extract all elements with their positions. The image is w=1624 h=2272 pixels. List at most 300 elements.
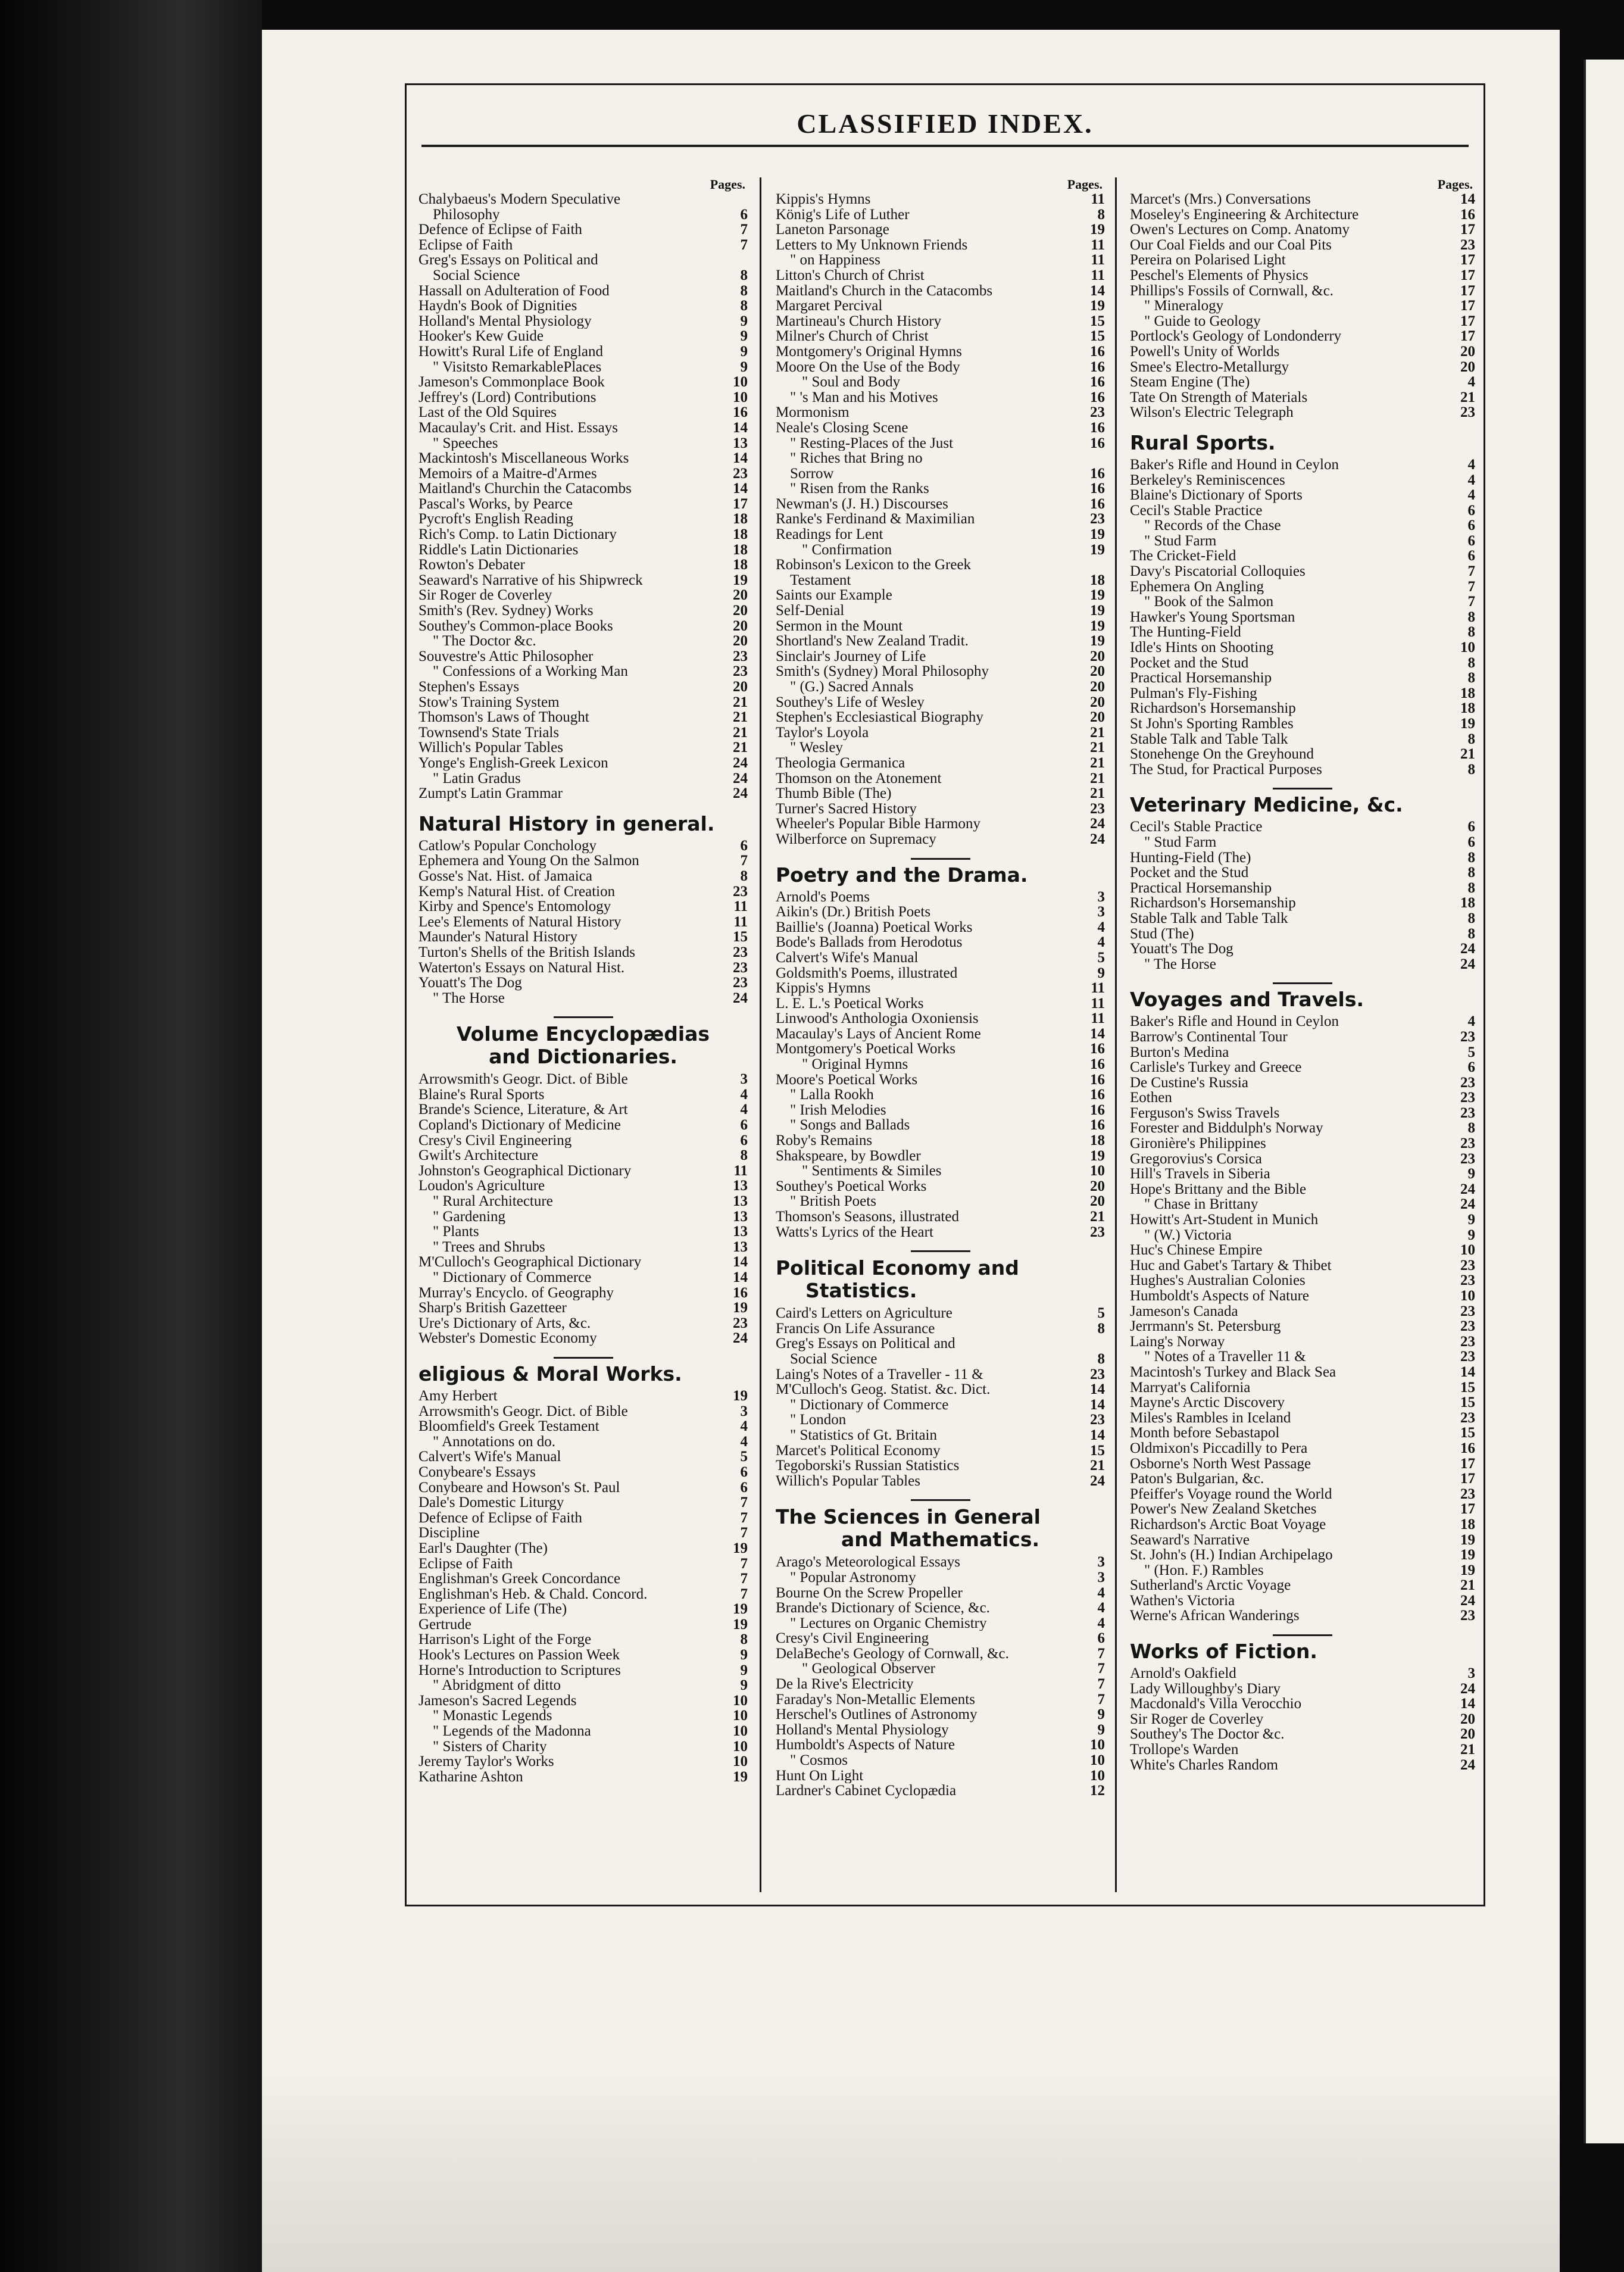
entry-page-number: 8 (740, 283, 748, 299)
entry-title: Arrowsmith's Geogr. Dict. of Bible (419, 1403, 628, 1419)
entry-title: Laing's Norway (1130, 1334, 1225, 1350)
index-entry (776, 1428, 1105, 1443)
entry-title: Faraday's Non-Metallic Elements (776, 1691, 975, 1708)
index-entry (419, 771, 748, 787)
entry-title: Smee's Electro-Metallurgy (1130, 359, 1289, 375)
entry-title: Huc and Gabet's Tartary & Thibet (1130, 1257, 1332, 1274)
index-entry (776, 1661, 1105, 1677)
index-entry (1130, 686, 1475, 701)
index-entry (1130, 1349, 1475, 1365)
index-entry (776, 283, 1105, 299)
adjacent-page-edge (1584, 60, 1624, 2143)
entry-page-number: 3 (1097, 904, 1105, 920)
index-entry (419, 1419, 748, 1434)
entry-title: Macaulay's Crit. and Hist. Essays (419, 420, 619, 436)
index-entry (1130, 548, 1475, 564)
entry-page-number: 9 (740, 359, 748, 375)
entry-page-number: 8 (1467, 1121, 1475, 1137)
scan-binding-edge (0, 0, 262, 2272)
index-entry (1130, 344, 1475, 360)
index-entry (776, 1321, 1105, 1337)
entry-page-number: 23 (1090, 405, 1105, 420)
entry-title: Catlow's Popular Conchology (419, 838, 596, 854)
section-separator (911, 858, 970, 860)
index-entry (419, 1285, 748, 1301)
entry-page-number: 20 (1460, 1727, 1475, 1743)
index-entry (1130, 1395, 1475, 1410)
index-entry (776, 1458, 1105, 1474)
entry-title: Pereira on Polarised Light (1130, 252, 1286, 268)
index-entry (419, 1571, 748, 1587)
entry-page-number: 11 (1091, 192, 1105, 207)
entry-list (1130, 457, 1475, 777)
entry-page-number: 15 (733, 929, 748, 945)
entry-title: Sharp's British Gazetteer (419, 1300, 567, 1316)
entry-page-number: 15 (1090, 1443, 1105, 1459)
entry-title: Smith's (Rev. Sydney) Works (419, 603, 594, 619)
index-entry (776, 1692, 1105, 1708)
entry-page-number: 19 (1090, 298, 1105, 314)
entry-title: Wathen's Victoria (1130, 1593, 1235, 1609)
entry-page-number: 19 (733, 1540, 748, 1556)
entry-page-number: 6 (1097, 1631, 1105, 1646)
index-entry (776, 935, 1105, 950)
entry-page-number: 9 (1097, 1722, 1105, 1738)
entry-page-number: 11 (1091, 237, 1105, 253)
index-entry (1130, 716, 1475, 732)
entry-title: Philosophy (433, 207, 500, 223)
entry-page-number: 16 (1090, 481, 1105, 497)
entry-page-number: 14 (733, 1270, 748, 1285)
index-entry (419, 1388, 748, 1404)
entry-page-number: 24 (1460, 1181, 1475, 1197)
index-entry (1130, 1593, 1475, 1609)
entry-page-number: 17 (1460, 283, 1475, 299)
entry-page-number: 18 (733, 557, 748, 573)
index-entry (1130, 1334, 1475, 1350)
index-entry (1130, 360, 1475, 375)
entry-page-number: 23 (1460, 1029, 1475, 1045)
entry-title: Southey's The Doctor &c. (1130, 1727, 1285, 1743)
index-entry (1130, 747, 1475, 762)
entry-title: Theologia Germanica (776, 755, 905, 771)
index-entry (419, 298, 748, 314)
entry-page-number: 23 (1460, 405, 1475, 420)
entry-title: Haydn's Book of Dignities (419, 298, 577, 314)
entry-title: Shortland's New Zealand Tradit. (776, 633, 969, 649)
entry-title: " Popular Astronomy (790, 1569, 916, 1586)
entry-title: Power's New Zealand Sketches (1130, 1502, 1317, 1517)
index-entry (776, 298, 1105, 314)
entry-title: Francis On Life Assurance (776, 1321, 935, 1337)
entry-page-number: 8 (1467, 865, 1475, 881)
entry-title: Youatt's The Dog (1130, 941, 1233, 957)
entry-page-number: 18 (1460, 1516, 1475, 1533)
entry-title: Kemp's Natural Hist. of Creation (419, 884, 616, 900)
entry-title: Englishman's Greek Concordance (419, 1571, 621, 1587)
entry-page-number: 19 (1460, 716, 1475, 732)
entry-list (776, 890, 1105, 1240)
index-entry (419, 238, 748, 253)
entry-title: Baillie's (Joanna) Poetical Works (776, 919, 973, 935)
index-entry (1130, 1136, 1475, 1151)
entry-title: Youatt's The Dog (419, 975, 522, 991)
entry-page-number: 20 (1090, 679, 1105, 695)
index-entry (419, 1541, 748, 1556)
entry-title: Dale's Domestic Liturgy (419, 1495, 564, 1510)
entry-title: Richardson's Horsemanship (1130, 895, 1296, 911)
entry-page-number: 3 (740, 1072, 748, 1087)
entry-title: Conybeare's Essays (419, 1464, 536, 1480)
entry-page-number: 5 (1097, 1306, 1105, 1321)
index-entry (419, 481, 748, 497)
entry-title: " Dictionary of Commerce (790, 1397, 949, 1413)
entry-title: Milner's Church of Christ (776, 329, 929, 344)
entry-page-number: 23 (1460, 1319, 1475, 1334)
entry-title: " Confirmation (802, 542, 892, 558)
entry-title: Calvert's Wife's Manual (776, 950, 919, 966)
index-entry (776, 329, 1105, 344)
entry-page-number: 19 (1090, 633, 1105, 649)
index-entry (1130, 314, 1475, 329)
entry-page-number: 17 (1460, 1471, 1475, 1487)
index-entry (419, 420, 748, 436)
entry-page-number: 10 (733, 1739, 748, 1755)
index-entry (419, 1148, 748, 1163)
entry-title: Ranke's Ferdinand & Maximilian (776, 511, 975, 528)
index-entry (1130, 518, 1475, 533)
entry-page-number: 9 (1467, 1227, 1475, 1243)
entry-title: Turton's Shells of the British Islands (419, 944, 636, 960)
entry-page-number: 8 (1467, 762, 1475, 778)
index-entry (776, 1336, 1105, 1352)
index-entry (1130, 1681, 1475, 1697)
entry-title: " British Poets (790, 1194, 876, 1209)
entry-title: Robinson's Lexicon to the Greek (776, 557, 972, 573)
index-entry (419, 725, 748, 741)
index-entry (1130, 192, 1475, 207)
entry-page-number: 16 (733, 1285, 748, 1301)
entry-title: L. E. L.'s Poetical Works (776, 995, 924, 1012)
entry-title: Wilson's Electric Telegraph (1130, 405, 1294, 420)
entry-title: Stonehenge On the Greyhound (1130, 747, 1314, 762)
index-entry (776, 801, 1105, 817)
entry-page-number: 23 (733, 648, 748, 664)
entry-page-number: 23 (1460, 237, 1475, 253)
entry-page-number: 6 (740, 1118, 748, 1133)
index-entry (1130, 1502, 1475, 1517)
index-entry (1130, 1182, 1475, 1197)
index-entry (776, 1753, 1105, 1768)
entry-page-number: 6 (1467, 533, 1475, 549)
entry-page-number: 10 (733, 1724, 748, 1739)
index-entry (1130, 762, 1475, 778)
entry-title: Sir Roger de Coverley (1130, 1711, 1264, 1727)
index-entry (1130, 374, 1475, 390)
index-entry (776, 1600, 1105, 1616)
entry-title: Our Coal Fields and our Coal Pits (1130, 237, 1332, 253)
entry-page-number: 8 (1467, 609, 1475, 625)
index-entry (419, 975, 748, 991)
index-entry (419, 1647, 748, 1663)
index-entry (1130, 1304, 1475, 1319)
section-title: Volume Encyclopædias (456, 1022, 710, 1046)
entry-title: Zumpt's Latin Grammar (419, 786, 563, 801)
entry-title: Margaret Percival (776, 298, 883, 314)
entry-page-number: 13 (733, 1239, 748, 1255)
entry-title: Stephen's Ecclesiastical Biography (776, 710, 983, 725)
entry-title: Newman's (J. H.) Discourses (776, 496, 948, 512)
entry-title: Pocket and the Stud (1130, 655, 1249, 671)
entry-title: Ure's Dictionary of Arts, &c. (419, 1315, 591, 1331)
entry-page-number: 4 (740, 1419, 748, 1434)
entry-title: Thomson on the Atonement (776, 770, 942, 787)
entry-title: " Confessions of a Working Man (433, 664, 628, 679)
index-entry (419, 1495, 748, 1510)
index-entry (1130, 1014, 1475, 1029)
entry-title: Arago's Meteorological Essays (776, 1555, 960, 1570)
index-entry (1130, 926, 1475, 942)
index-entry (1130, 1547, 1475, 1563)
entry-page-number: 21 (1460, 1742, 1475, 1758)
entry-page-number: 13 (733, 1194, 748, 1209)
entry-title: Oldmixon's Piccadilly to Pera (1130, 1440, 1308, 1456)
index-entry (419, 1194, 748, 1209)
entry-title: " Mineralogy (1144, 298, 1224, 314)
entry-title: Johnston's Geographical Dictionary (419, 1163, 632, 1179)
entry-page-number: 3 (1097, 1569, 1105, 1586)
entry-title: Pfeiffer's Voyage round the World (1130, 1486, 1332, 1502)
entry-page-number: 7 (1467, 564, 1475, 579)
index-entry (776, 679, 1105, 695)
entry-page-number: 20 (733, 618, 748, 634)
index-entry (776, 1179, 1105, 1194)
index-entry (419, 853, 748, 869)
index-entry (419, 1769, 748, 1785)
index-entry (1130, 1121, 1475, 1136)
entry-title: Seaward's Narrative of his Shipwreck (419, 572, 643, 588)
index-entry (419, 1465, 748, 1480)
entry-page-number: 21 (1090, 770, 1105, 787)
index-entry (776, 1631, 1105, 1646)
entry-title: Mackintosh's Miscellaneous Works (419, 451, 629, 466)
index-entry (1130, 1319, 1475, 1334)
index-entry (1130, 1243, 1475, 1258)
entry-page-number: 16 (1090, 1057, 1105, 1072)
index-entry (776, 1737, 1105, 1753)
entry-page-number: 19 (1090, 588, 1105, 604)
entry-title: " London (790, 1412, 847, 1428)
index-entry (1130, 283, 1475, 299)
entry-title: " Latin Gradus (433, 770, 521, 787)
entry-page-number: 23 (733, 1315, 748, 1331)
entry-title: " Irish Melodies (790, 1102, 886, 1118)
entry-title: Maunder's Natural History (419, 929, 577, 945)
page-title: CLASSIFIED INDEX. (797, 108, 1094, 139)
index-entry (1130, 252, 1475, 268)
entry-title: Sorrow (790, 466, 834, 482)
section-separator (554, 1016, 613, 1018)
entry-title: Blaine's Rural Sports (419, 1087, 545, 1103)
entry-page-number: 18 (1460, 685, 1475, 701)
entry-page-number: 18 (733, 542, 748, 558)
index-entry (419, 619, 748, 634)
entry-title: Mormonism (776, 405, 850, 420)
entry-list (776, 1555, 1105, 1799)
index-entry (776, 633, 1105, 649)
entry-title: Jameson's Sacred Legends (419, 1693, 577, 1709)
index-entry (1130, 640, 1475, 656)
entry-page-number: 23 (733, 960, 748, 976)
entry-list (1130, 819, 1475, 972)
index-entry (776, 920, 1105, 935)
index-entry (419, 960, 748, 976)
entry-title: Watts's Lyrics of the Heart (776, 1224, 933, 1240)
entry-title: " Legends of the Madonna (433, 1724, 591, 1739)
entry-title: Forester and Biddulph's Norway (1130, 1121, 1323, 1137)
entry-title: Lady Willoughby's Diary (1130, 1681, 1281, 1697)
entry-page-number: 19 (1090, 1148, 1105, 1164)
entry-title: Eclipse of Faith (419, 237, 513, 253)
title-rule (421, 145, 1469, 147)
index-entry (776, 950, 1105, 966)
entry-page-number: 24 (1090, 831, 1105, 847)
entry-title: Gironière's Philippines (1130, 1136, 1266, 1151)
entry-title: Hunting-Field (The) (1130, 850, 1251, 866)
entry-title: " on Happiness (790, 252, 880, 268)
entry-page-number: 15 (1090, 313, 1105, 329)
entry-title: Wheeler's Popular Bible Harmony (776, 816, 980, 832)
index-entry (1130, 881, 1475, 896)
entry-title: Trollope's Warden (1130, 1742, 1239, 1758)
entry-page-number: 4 (1467, 472, 1475, 488)
index-entry (1130, 1197, 1475, 1212)
entry-page-number: 23 (1460, 1090, 1475, 1106)
entry-page-number: 11 (1091, 267, 1105, 283)
entry-title: " Lalla Rookh (790, 1087, 874, 1103)
entry-title: " The Horse (433, 990, 505, 1006)
entry-page-number: 23 (733, 664, 748, 679)
index-entry (419, 915, 748, 930)
section-title: Veterinary Medicine, &c. (1130, 793, 1403, 817)
index-entry (776, 1087, 1105, 1103)
entry-title: Blaine's Dictionary of Sports (1130, 488, 1303, 503)
entry-title: Peschel's Elements of Physics (1130, 267, 1308, 283)
entry-title: Defence of Eclipse of Faith (419, 222, 582, 238)
index-entry (776, 344, 1105, 360)
entry-page-number: 16 (1090, 374, 1105, 390)
entry-page-number: 6 (740, 207, 748, 223)
entry-list (419, 1072, 748, 1346)
entry-page-number: 10 (733, 374, 748, 390)
entry-page-number: 19 (733, 572, 748, 588)
entry-page-number: 11 (733, 914, 748, 930)
entry-page-number: 9 (740, 313, 748, 329)
entry-page-number: 16 (1090, 1072, 1105, 1088)
entry-page-number: 19 (1090, 618, 1105, 634)
section-separator (554, 1357, 613, 1359)
entry-page-number: 17 (1460, 222, 1475, 238)
entry-page-number: 8 (1097, 1321, 1105, 1337)
index-entry (419, 1480, 748, 1496)
entry-page-number: 8 (740, 1148, 748, 1163)
entry-title: Laing's Notes of a Traveller - 11 & (776, 1366, 983, 1382)
index-entry (1130, 1471, 1475, 1487)
index-entry (776, 1474, 1105, 1489)
index-entry (776, 1677, 1105, 1692)
entry-title: Smith's (Sydney) Moral Philosophy (776, 664, 989, 679)
entry-page-number: 20 (733, 633, 748, 649)
entry-page-number: 19 (1460, 1562, 1475, 1578)
entry-title: Arnold's Oakfield (1130, 1666, 1236, 1681)
entry-title: Memoirs of a Maitre-d'Armes (419, 466, 597, 482)
entry-title: Macdonald's Villa Verocchio (1130, 1696, 1302, 1712)
section-separator (1273, 788, 1332, 789)
index-entry (419, 838, 748, 854)
section-title: Natural History in general. (419, 812, 715, 835)
index-entry (1130, 222, 1475, 238)
index-entry (419, 664, 748, 679)
index-entry (419, 1434, 748, 1450)
entry-page-number: 23 (733, 975, 748, 991)
entry-title: Baker's Rifle and Hound in Ceylon (1130, 457, 1339, 473)
entry-title: Shakspeare, by Bowdler (776, 1148, 921, 1164)
section-separator (1273, 982, 1332, 984)
index-entry (776, 1397, 1105, 1413)
entry-title: Hunt On Light (776, 1768, 864, 1784)
index-entry (419, 1693, 748, 1709)
entry-title: " Risen from the Ranks (790, 481, 929, 497)
entry-title: Mayne's Arctic Discovery (1130, 1395, 1285, 1410)
entry-page-number: 6 (1467, 548, 1475, 564)
section-separator (911, 1250, 970, 1252)
index-entry (1130, 865, 1475, 881)
entry-page-number: 11 (1091, 995, 1105, 1012)
entry-title: " 's Man and his Motives (790, 389, 938, 405)
entry-title: " Visitsto RemarkablePlaces (433, 359, 602, 375)
entry-title: Moore On the Use of the Body (776, 359, 960, 375)
entry-title: Marryat's California (1130, 1380, 1251, 1396)
index-entry (776, 222, 1105, 238)
index-entry (776, 1194, 1105, 1209)
index-entry (776, 1352, 1105, 1367)
entry-title: M'Culloch's Geog. Statist. &c. Dict. (776, 1382, 991, 1397)
entry-page-number: 18 (1460, 895, 1475, 911)
entry-title: Sermon in the Mount (776, 618, 903, 634)
index-entry (776, 1149, 1105, 1164)
entry-title: " Riches that Bring no (790, 451, 923, 466)
entry-title: Jerrmann's St. Petersburg (1130, 1319, 1281, 1334)
entry-page-number: 18 (1460, 701, 1475, 716)
entry-page-number: 6 (740, 838, 748, 854)
index-entry (1130, 1758, 1475, 1773)
entry-page-number: 16 (1460, 1440, 1475, 1456)
entry-page-number: 14 (733, 1254, 748, 1270)
index-entry (419, 1163, 748, 1179)
entry-page-number: 16 (1090, 359, 1105, 375)
index-entry (419, 1240, 748, 1255)
entry-page-number: 4 (1467, 374, 1475, 390)
index-entry (776, 252, 1105, 268)
entry-title: Goldsmith's Poems, illustrated (776, 965, 958, 981)
entry-title: Sir Roger de Coverley (419, 588, 552, 604)
entry-title: Hope's Brittany and the Bible (1130, 1181, 1307, 1197)
index-entry (776, 192, 1105, 207)
index-entry (1130, 1258, 1475, 1274)
index-entry (1130, 329, 1475, 344)
entry-page-number: 17 (733, 496, 748, 512)
entry-title: Maitland's Church in the Catacombs (776, 283, 993, 299)
